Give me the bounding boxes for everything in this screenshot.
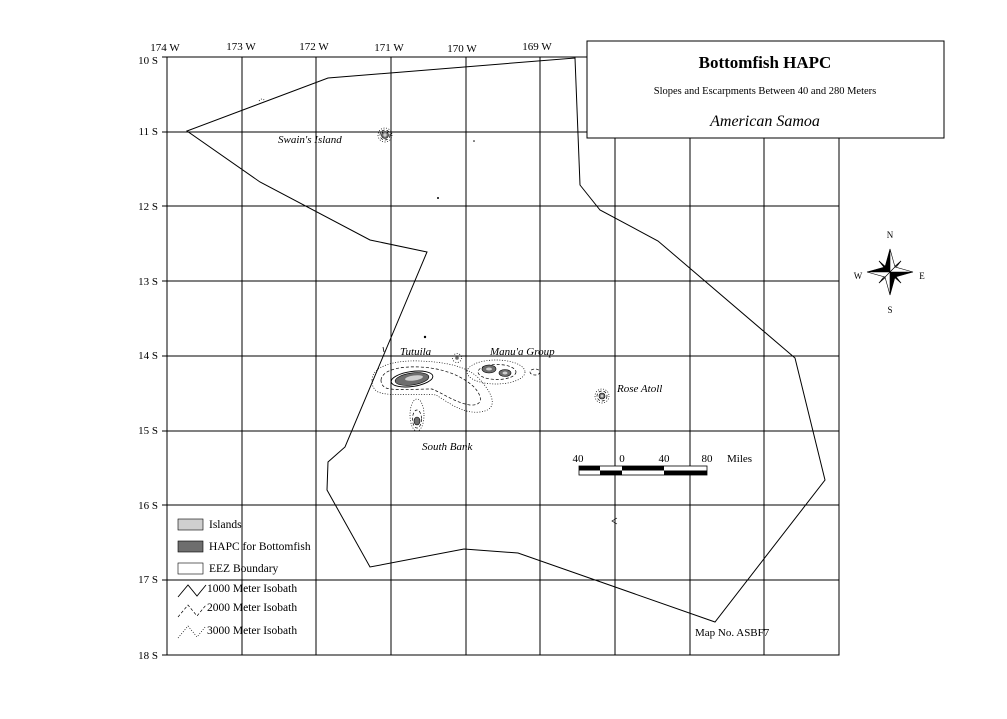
island-shape	[383, 133, 386, 136]
manua-group-label: Manu'a Group	[490, 346, 555, 358]
scale-label: 0	[619, 453, 625, 465]
longitude-label: 172 W	[299, 41, 329, 53]
legend-label-eez: EEZ Boundary	[209, 563, 279, 575]
legend-label-hapc: HAPC for Bottomfish	[209, 541, 311, 553]
latitude-label: 10 S	[138, 55, 158, 67]
legend-symbol-isobath-3000	[178, 626, 206, 638]
latitude-labels	[138, 55, 158, 662]
longitude-label: 173 W	[226, 41, 256, 53]
scale-unit: Miles	[727, 453, 753, 465]
latitude-label: 13 S	[138, 276, 158, 288]
south-bank-label: South Bank	[422, 441, 473, 453]
title-box	[587, 41, 944, 138]
island-shape	[503, 372, 508, 375]
compass-west-label: W	[853, 271, 863, 281]
legend-label-isobath-2000: 2000 Meter Isobath	[207, 602, 298, 614]
longitude-label: 171 W	[374, 42, 404, 54]
rose-atoll-feature	[595, 389, 609, 403]
latitude-label: 15 S	[138, 425, 158, 437]
latitude-label: 17 S	[138, 574, 158, 586]
isobath-2000-contour	[530, 369, 540, 375]
scale-label: 40	[658, 453, 670, 465]
scale-label: 80	[701, 453, 713, 465]
island-shape	[486, 368, 492, 371]
legend-swatch-eez	[178, 563, 203, 574]
swains-island-feature	[378, 128, 392, 142]
map-number: Map No. ASBF7	[695, 627, 770, 639]
scale-label: 40	[572, 453, 584, 465]
compass-star-icon	[867, 249, 913, 295]
compass-south-label: S	[887, 305, 893, 315]
scale-bar-segments	[579, 466, 707, 475]
legend-label-islands: Islands	[209, 519, 242, 531]
hapc-area	[414, 417, 420, 425]
hapc-area	[455, 356, 459, 360]
island-shape	[601, 395, 604, 398]
map-subtitle: Slopes and Escarpments Between 40 and 280 Meters	[653, 86, 877, 97]
legend-symbol-isobath-1000	[178, 585, 206, 597]
longitude-labels	[150, 41, 552, 55]
compass-north-label: N	[886, 230, 894, 240]
tutuila-feature	[372, 354, 492, 413]
tutuila-label: Tutuila	[400, 346, 432, 358]
longitude-label: 169 W	[522, 41, 552, 53]
legend-label-isobath-1000: 1000 Meter Isobath	[207, 583, 298, 595]
latitude-label: 16 S	[138, 500, 158, 512]
map-title: Bottomfish HAPC	[698, 53, 832, 72]
compass-east-label: E	[919, 271, 925, 281]
map-region: American Samoa	[710, 113, 820, 130]
isobath-3000-contour	[410, 399, 424, 431]
longitude-label: 170 W	[447, 43, 477, 55]
scale-bar	[573, 453, 753, 475]
south-bank-feature	[410, 399, 424, 431]
legend-swatch-hapc	[178, 541, 203, 552]
longitude-label: 174 W	[150, 42, 180, 54]
compass-rose	[854, 230, 926, 315]
swains-island-label: Swain's Island	[278, 134, 342, 146]
latitude-label: 11 S	[138, 126, 158, 138]
latitude-label: 12 S	[138, 201, 158, 213]
manua-group-feature	[467, 360, 540, 384]
legend	[178, 519, 311, 638]
rose-atoll-label: Rose Atoll	[617, 383, 663, 395]
legend-symbol-isobath-2000	[178, 605, 206, 617]
sounding-marks	[259, 99, 617, 524]
latitude-ticks	[162, 57, 167, 655]
latitude-label: 14 S	[138, 350, 158, 362]
latitude-label: 18 S	[138, 650, 158, 662]
legend-swatch-islands	[178, 519, 203, 530]
legend-label-isobath-3000: 3000 Meter Isobath	[207, 625, 298, 637]
